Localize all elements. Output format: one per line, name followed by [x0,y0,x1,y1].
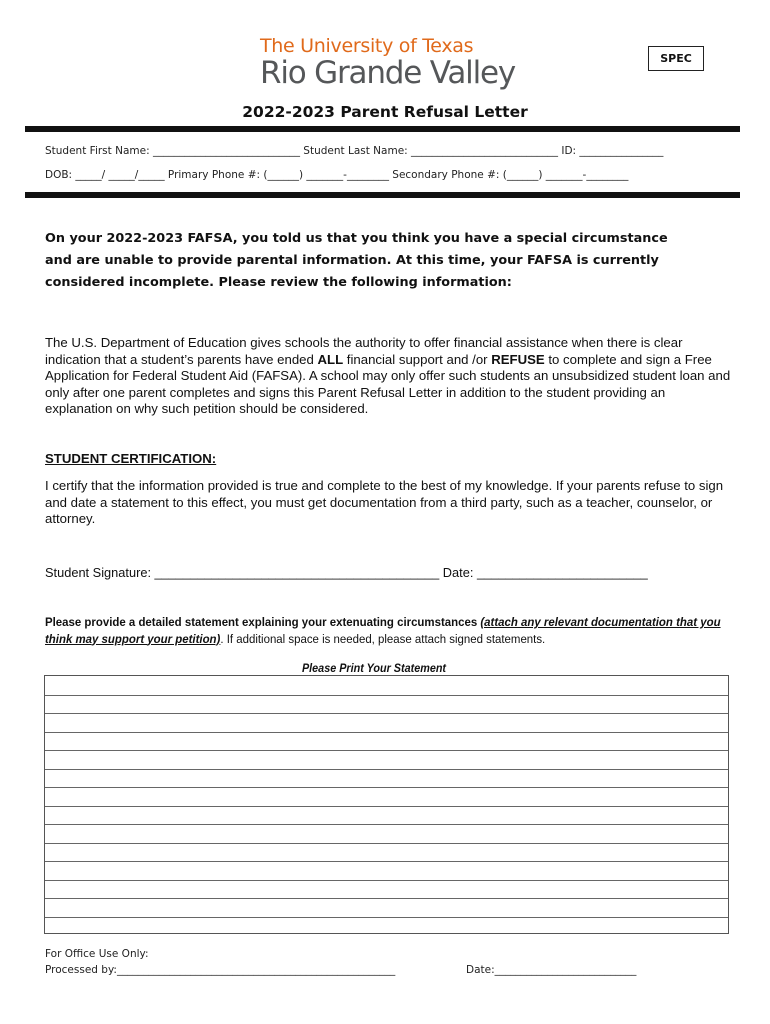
statement-writing-line[interactable] [45,898,728,899]
spec-badge [648,46,704,71]
intro-line: On your 2022-2023 FAFSA, you told us that you think you have a special circumstance [45,231,668,246]
statement-writing-line[interactable] [45,861,728,862]
policy-emphasis-refuse: REFUSE [491,351,545,367]
intro-notice [45,228,725,294]
request-underlined: (attach any relevant documentation that you think may support your petition) [45,615,721,646]
request-bold: Please provide a detailed statement explaining your extenuating circumstances [45,615,481,629]
certification-heading: STUDENT CERTIFICATION: [45,451,217,466]
statement-writing-line[interactable] [45,806,728,807]
policy-text: to complete and sign a Free Application for Federal Student Aid (FAFSA). A school may only offer such students an unsubsidized student loan and only after one parent completes and signs this Parent Refusal Letter in addition to the student providing an explanation on why such petition should be considered. [45,351,731,417]
intro-line: and are unable to provide parental information. At this time, your FAFSA is currently [45,253,659,268]
policy-text: financial support and /or [343,351,492,367]
dob-phone-row[interactable]: DOB: _____/ _____/_____ Primary Phone #: (______) _______-________ Secondary Phone #: (______) _______-________ [45,169,629,181]
processed-by-field: Processed by:_____________________________________________________ [45,964,396,976]
statement-writing-line[interactable] [45,769,728,770]
statement-writing-line[interactable] [45,917,728,918]
statement-writing-line[interactable] [45,713,728,714]
title-divider [25,126,740,132]
request-tail: . If additional space is needed, please attach signed statements. [220,631,546,646]
office-date-field: Date:___________________________ [466,964,637,976]
print-statement-label: Please Print Your Statement [301,661,447,675]
statement-writing-line[interactable] [45,843,728,844]
logo-university-line: The University of Texas [260,35,474,57]
statement-writing-line[interactable] [45,787,728,788]
certification-text: I certify that the information provided is true and complete to the best of my knowledge. If your parents refuse to sign and date a statement to this effect, you must get documentation from a third party, such as a teacher, counselor, or attorney. [45,478,724,527]
student-name-id-row[interactable]: Student First Name: ____________________________ Student Last Name: ____________________________ ID: ________________ [45,145,664,157]
statement-request [45,614,735,647]
logo-campus-line: Rio Grande Valley [260,55,516,91]
page-title: 2022-2023 Parent Refusal Letter [242,103,528,121]
statement-writing-line[interactable] [45,695,728,696]
intro-line: considered incomplete. Please review the following information: [45,275,512,290]
policy-text: The U.S. Department of Education gives schools the authority to offer financial assistance when there is clear indication that a student’s parents have ended [45,335,683,367]
statement-writing-line[interactable] [45,880,728,881]
fields-divider [25,192,740,198]
statement-lines-box[interactable] [44,675,729,934]
policy-emphasis-all: ALL [317,351,344,367]
signature-date-row[interactable]: Student Signature: ________________________________________ Date: ________________________ [45,565,648,580]
statement-writing-line[interactable] [45,750,728,751]
policy-paragraph [45,335,735,418]
office-use-label: For Office Use Only: [45,948,149,960]
statement-writing-line[interactable] [45,732,728,733]
statement-writing-line[interactable] [45,824,728,825]
spec-badge-label: SPEC [660,52,692,65]
